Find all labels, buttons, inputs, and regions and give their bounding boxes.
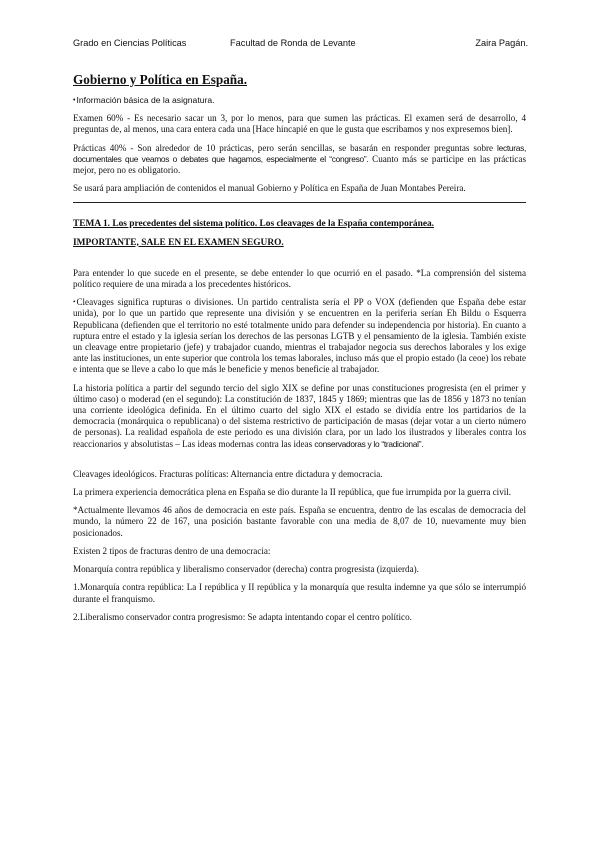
bullet-icon: • <box>73 298 76 307</box>
paragraph-entender: Para entender lo que sucede en el presente, se debe entender lo que ocurrió en el pasado. *La comprensión del sistema político requiere de una mirada a los precedentes históricos. <box>73 267 526 290</box>
document-body <box>73 72 526 630</box>
header-faculty: Facultad de Ronda de Levante <box>230 38 356 48</box>
paragraph-ideologicos: Cleavages ideológicos. Fracturas políticas: Alternancia entre dictadura y democracia. <box>73 468 383 479</box>
bullet-icon: • <box>73 97 76 104</box>
document-title: Gobierno y Política en España. <box>73 72 248 87</box>
paragraph-cleavages: •Cleavages significa rupturas o divisiones. Un partido centralista sería el PP o VOX (defienden que España debe estar unida), por lo que un partido que represente una división y se encuentren en la periferia serían Eh Bildu o Esquerra Republicana (defienden que el territorio no esté totalmente unido para defender su independencia por historia). En cuanto a ruptura entre el estado y la iglesia serían los derechos de las personas LGTB y el pensamiento de la iglesia. También existe un cleavage entre propietario (jefe) y trabajador cuando, mientras el trabajador negocia sus derechos laborales y los exige ante las instituciones, un ente superior que controla los temas laborales, incluso más que el propio estado (la ceoe) los rebate e intenta que se lleve a cabo lo que más le beneficie y menos beneficie al trabajador. <box>73 297 526 375</box>
paragraph-practicas: Prácticas 40% - Son alrededor de 10 prácticas, pero serán sencillas, se basarán en responder preguntas sobre lecturas, documentales que veamos o debates que hagamos, especialmente el “congreso”. Cuanto más se participe en las prácticas mejor, pero no es obligatorio. <box>73 142 527 176</box>
paragraph-primera: La primera experiencia democrática plena en España se dio durante la II república, que fue irrumpida por la guerra civil. <box>73 487 512 498</box>
list-item-1: 1.Monarquía contra república: La I república y II república y la monarquía que resulta indemne ya que sólo se interrumpió durante el franquismo. <box>73 582 526 604</box>
header-degree: Grado en Ciencias Políticas <box>73 38 187 48</box>
page-header <box>73 38 528 52</box>
info-heading: •Información básica de la asignatura. <box>73 95 215 105</box>
list-item-2: 2.Liberalismo conservador contra progresismo: Se adapta intentando copar el centro político. <box>73 611 412 622</box>
paragraph-existen: Existen 2 tipos de fracturas dentro de una democracia: <box>73 545 271 556</box>
section-divider <box>73 202 526 203</box>
header-author: Zaira Pagán. <box>475 38 528 48</box>
paragraph-examen: Examen 60% - Es necesario sacar un 3, por lo menos, para que sumen las prácticas. El examen será de desarrollo, 4 preguntas de, al menos, una cara entera cada una [Hace hincapié en que le gusta que escribamos y nos expresemos bien]. <box>73 113 526 135</box>
spacer <box>73 457 526 469</box>
paragraph-manual: Se usará para ampliación de contenidos el manual Gobierno y Política en España de Juan Montabes Pereira. <box>73 183 466 194</box>
paragraph-monarquia: Monarquía contra república y liberalismo conservador (derecha) contra progresista (izquierda). <box>73 564 419 575</box>
tema-title: TEMA 1. Los precedentes del sistema político. Los cleavages de la España contemporánea. <box>73 219 435 230</box>
importante-note: IMPORTANTE, SALE EN EL EXAMEN SEGURO. <box>73 237 284 248</box>
paragraph-actualmente: *Actualmente llevamos 46 años de democracia en este país. España se encuentra, dentro de las escalas de democracia del mundo, la número 22 de 167, una posición bastante favorable con una media de 8,07 de 10, nuevamente muy bien posicionados. <box>73 505 526 538</box>
paragraph-historia: La historia política a partir del segundo tercio del siglo XIX se define por unas constituciones progresista (en el primer y último caso) o moderad (en el segundo): La constitución de 1837, 1845 y 1869; mientras que las de 1856 y 1873 no tenían una corriente ideológica definida. En el último cuarto del siglo XIX el estado se dividía entre los partidarios de la democracia (monárquica o republicana) o del sistema restrictivo de participación de masas (dejar votar a un cierto número de personas). La realidad española de este periodo es una división clara, por un lado los ilustrados y liberales contra los reaccionarios y absolutistas – Las ideas modernas contra las ideas conservadoras y lo “tradicional”. <box>73 382 526 449</box>
spacer <box>73 256 526 268</box>
